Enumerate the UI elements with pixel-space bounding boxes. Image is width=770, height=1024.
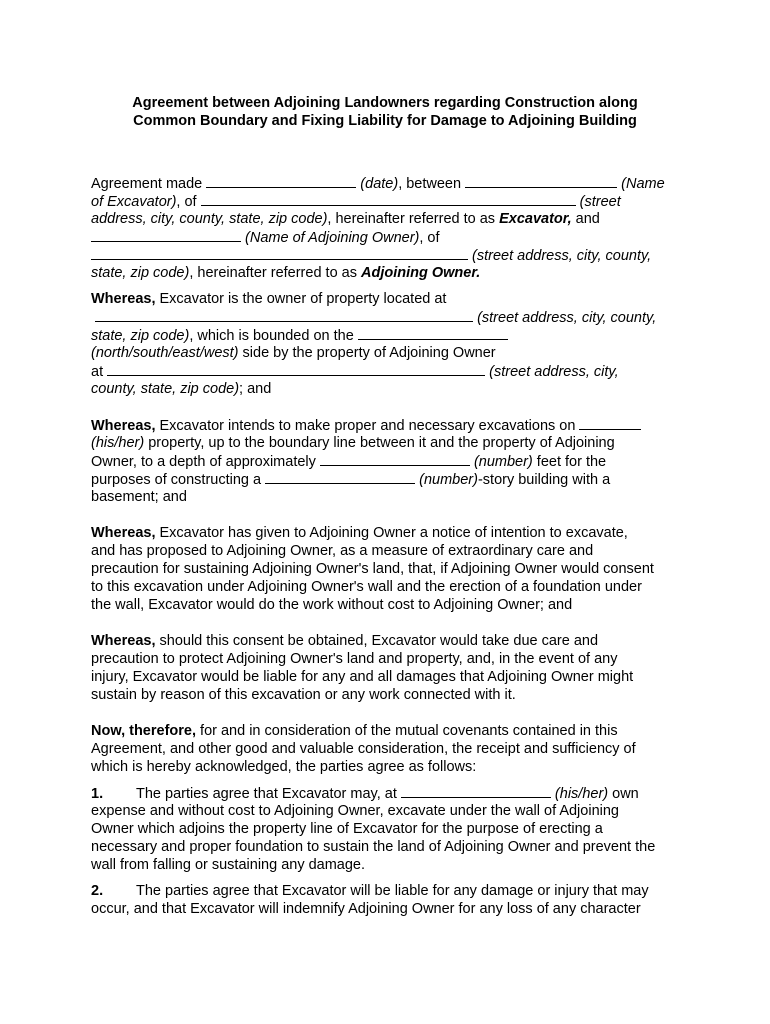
paragraph-whereas-notice: Whereas, Excavator has given to Adjoining Owner a notice of intention to excavate, and has proposed to Adjoining Owner, as a measure of extraordinary care and precaution for sustaining Adjoining Owner's land, that, if Adjoining Owner would consent to this excavation under Adjoining Owner's wall and the erection of a foundation under the wall, Excavator would do the work without cost to Adjoining Owner; and bbox=[91, 525, 654, 613]
depth-blank[interactable] bbox=[320, 452, 470, 466]
stories-blank[interactable] bbox=[265, 470, 415, 484]
title-line-1: Agreement between Adjoining Landowners regarding Construction along bbox=[132, 95, 638, 111]
adjoining-property-address-blank[interactable] bbox=[107, 362, 485, 376]
document-title bbox=[92, 94, 678, 130]
section-2: 2. The parties agree that Excavator will be liable for any damage or injury that may occur, and that Excavator will indemnify Adjoining Owner for any loss of any character bbox=[91, 883, 649, 917]
title-line-2: Common Boundary and Fixing Liability for Damage to Adjoining Building bbox=[133, 113, 637, 129]
his-her-expense-blank[interactable] bbox=[401, 784, 551, 798]
section-number: 1. bbox=[91, 786, 104, 802]
paragraph-parties: Agreement made (date), between (Name of Excavator), of (street address, city, county, state, zip code), hereinafter referred to as Excavator, and (Name of Adjoining Owner), of (street address, city, county, state, zip code), hereinafter referred to as Adjoining Owner. bbox=[91, 176, 665, 281]
boundary-direction-blank[interactable] bbox=[358, 326, 508, 340]
excavator-property-address-blank[interactable] bbox=[95, 308, 473, 322]
adjoining-owner-address-blank[interactable] bbox=[91, 246, 468, 260]
his-her-blank[interactable] bbox=[579, 416, 641, 430]
section-1: 1. The parties agree that Excavator may, at (his/her) own expense and without cost to Adjoining Owner, excavate under the wall of Adjoining Owner which adjoins the property line of Excavator for the purpose of erecting a necessary and proper foundation to sustain the land of Adjoining Owner and prevent the wall from falling or sustaining any damage. bbox=[91, 786, 656, 873]
document-body bbox=[91, 174, 691, 918]
excavator-address-blank[interactable] bbox=[201, 192, 576, 206]
paragraph-whereas-consent: Whereas, should this consent be obtained, Excavator would take due care and precaution to protect Adjoining Owner's land and property, and, in the event of any injury, Excavator would be liable for any and all damages that Adjoining Owner might sustain by reason of this excavation or any work connected with it. bbox=[91, 633, 634, 703]
date-blank[interactable] bbox=[206, 174, 356, 188]
paragraph-whereas-property: Whereas, Excavator is the owner of property located at (street address, city, county, state, zip code), which is bounded on the (north/south/east/west) side by the property of Adjoining Owner at (street address, city, county, state, zip code); and bbox=[91, 291, 657, 397]
excavator-name-blank[interactable] bbox=[465, 174, 617, 188]
section-number: 2. bbox=[91, 883, 104, 899]
paragraph-whereas-excavation: Whereas, Excavator intends to make proper and necessary excavations on (his/her) property, up to the boundary line between it and the property of Adjoining Owner, to a depth of approximately (number) feet for the purposes of constructing a (number)-story building with a basement; and bbox=[91, 416, 691, 506]
adjoining-owner-name-blank[interactable] bbox=[91, 228, 241, 242]
paragraph-now-therefore: Now, therefore, for and in consideration of the mutual covenants contained in this Agreement, and other good and valuable consideration, the receipt and sufficiency of which is hereby acknowledged, the parties agree as follows: bbox=[91, 723, 636, 775]
